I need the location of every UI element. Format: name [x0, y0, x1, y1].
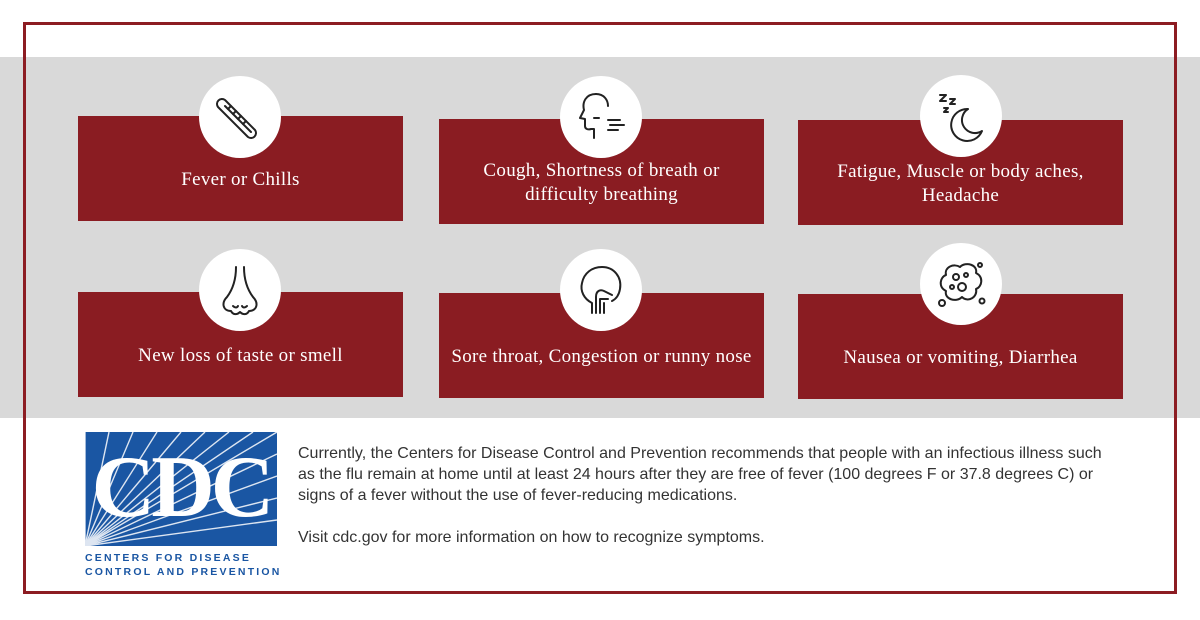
symptom-label: Sore throat, Congestion or runny nose — [451, 345, 752, 367]
cdc-logo — [85, 432, 285, 580]
symptom-label: New loss of taste or smell — [138, 344, 343, 366]
coughing-face-icon — [560, 76, 642, 158]
symptom-label: Cough, Shortness of breath or difficulty breathing — [483, 159, 720, 205]
throat-icon — [560, 249, 642, 331]
nose-icon — [199, 249, 281, 331]
cdc-logo-letters: CDC — [91, 439, 271, 536]
germ-icon — [920, 243, 1002, 325]
symptom-label: Fatigue, Muscle or body aches, Headache — [837, 160, 1084, 206]
symptom-label: Fever or Chills — [181, 168, 300, 190]
info-text-block — [298, 443, 1118, 548]
info-paragraph: Currently, the Centers for Disease Control and Prevention recommends that people with an infectious illness such as the flu remain at home until at least 24 hours after they are free of fever (100 degrees F or 37.8 degrees C) or signs of a fever without the use of fever-reducing medications. — [298, 445, 1102, 504]
cdc-logo-line1: CENTERS FOR DISEASE — [85, 552, 252, 564]
moon-sleep-icon — [920, 75, 1002, 157]
info-paragraph-visit: Visit cdc.gov for more information on how to recognize symptoms. — [298, 529, 765, 546]
thermometer-icon — [199, 76, 281, 158]
symptom-label: Nausea or vomiting, Diarrhea — [843, 346, 1078, 368]
cdc-logo-line2: CONTROL AND PREVENTION — [85, 566, 282, 578]
cdc-logo-box — [85, 432, 277, 546]
